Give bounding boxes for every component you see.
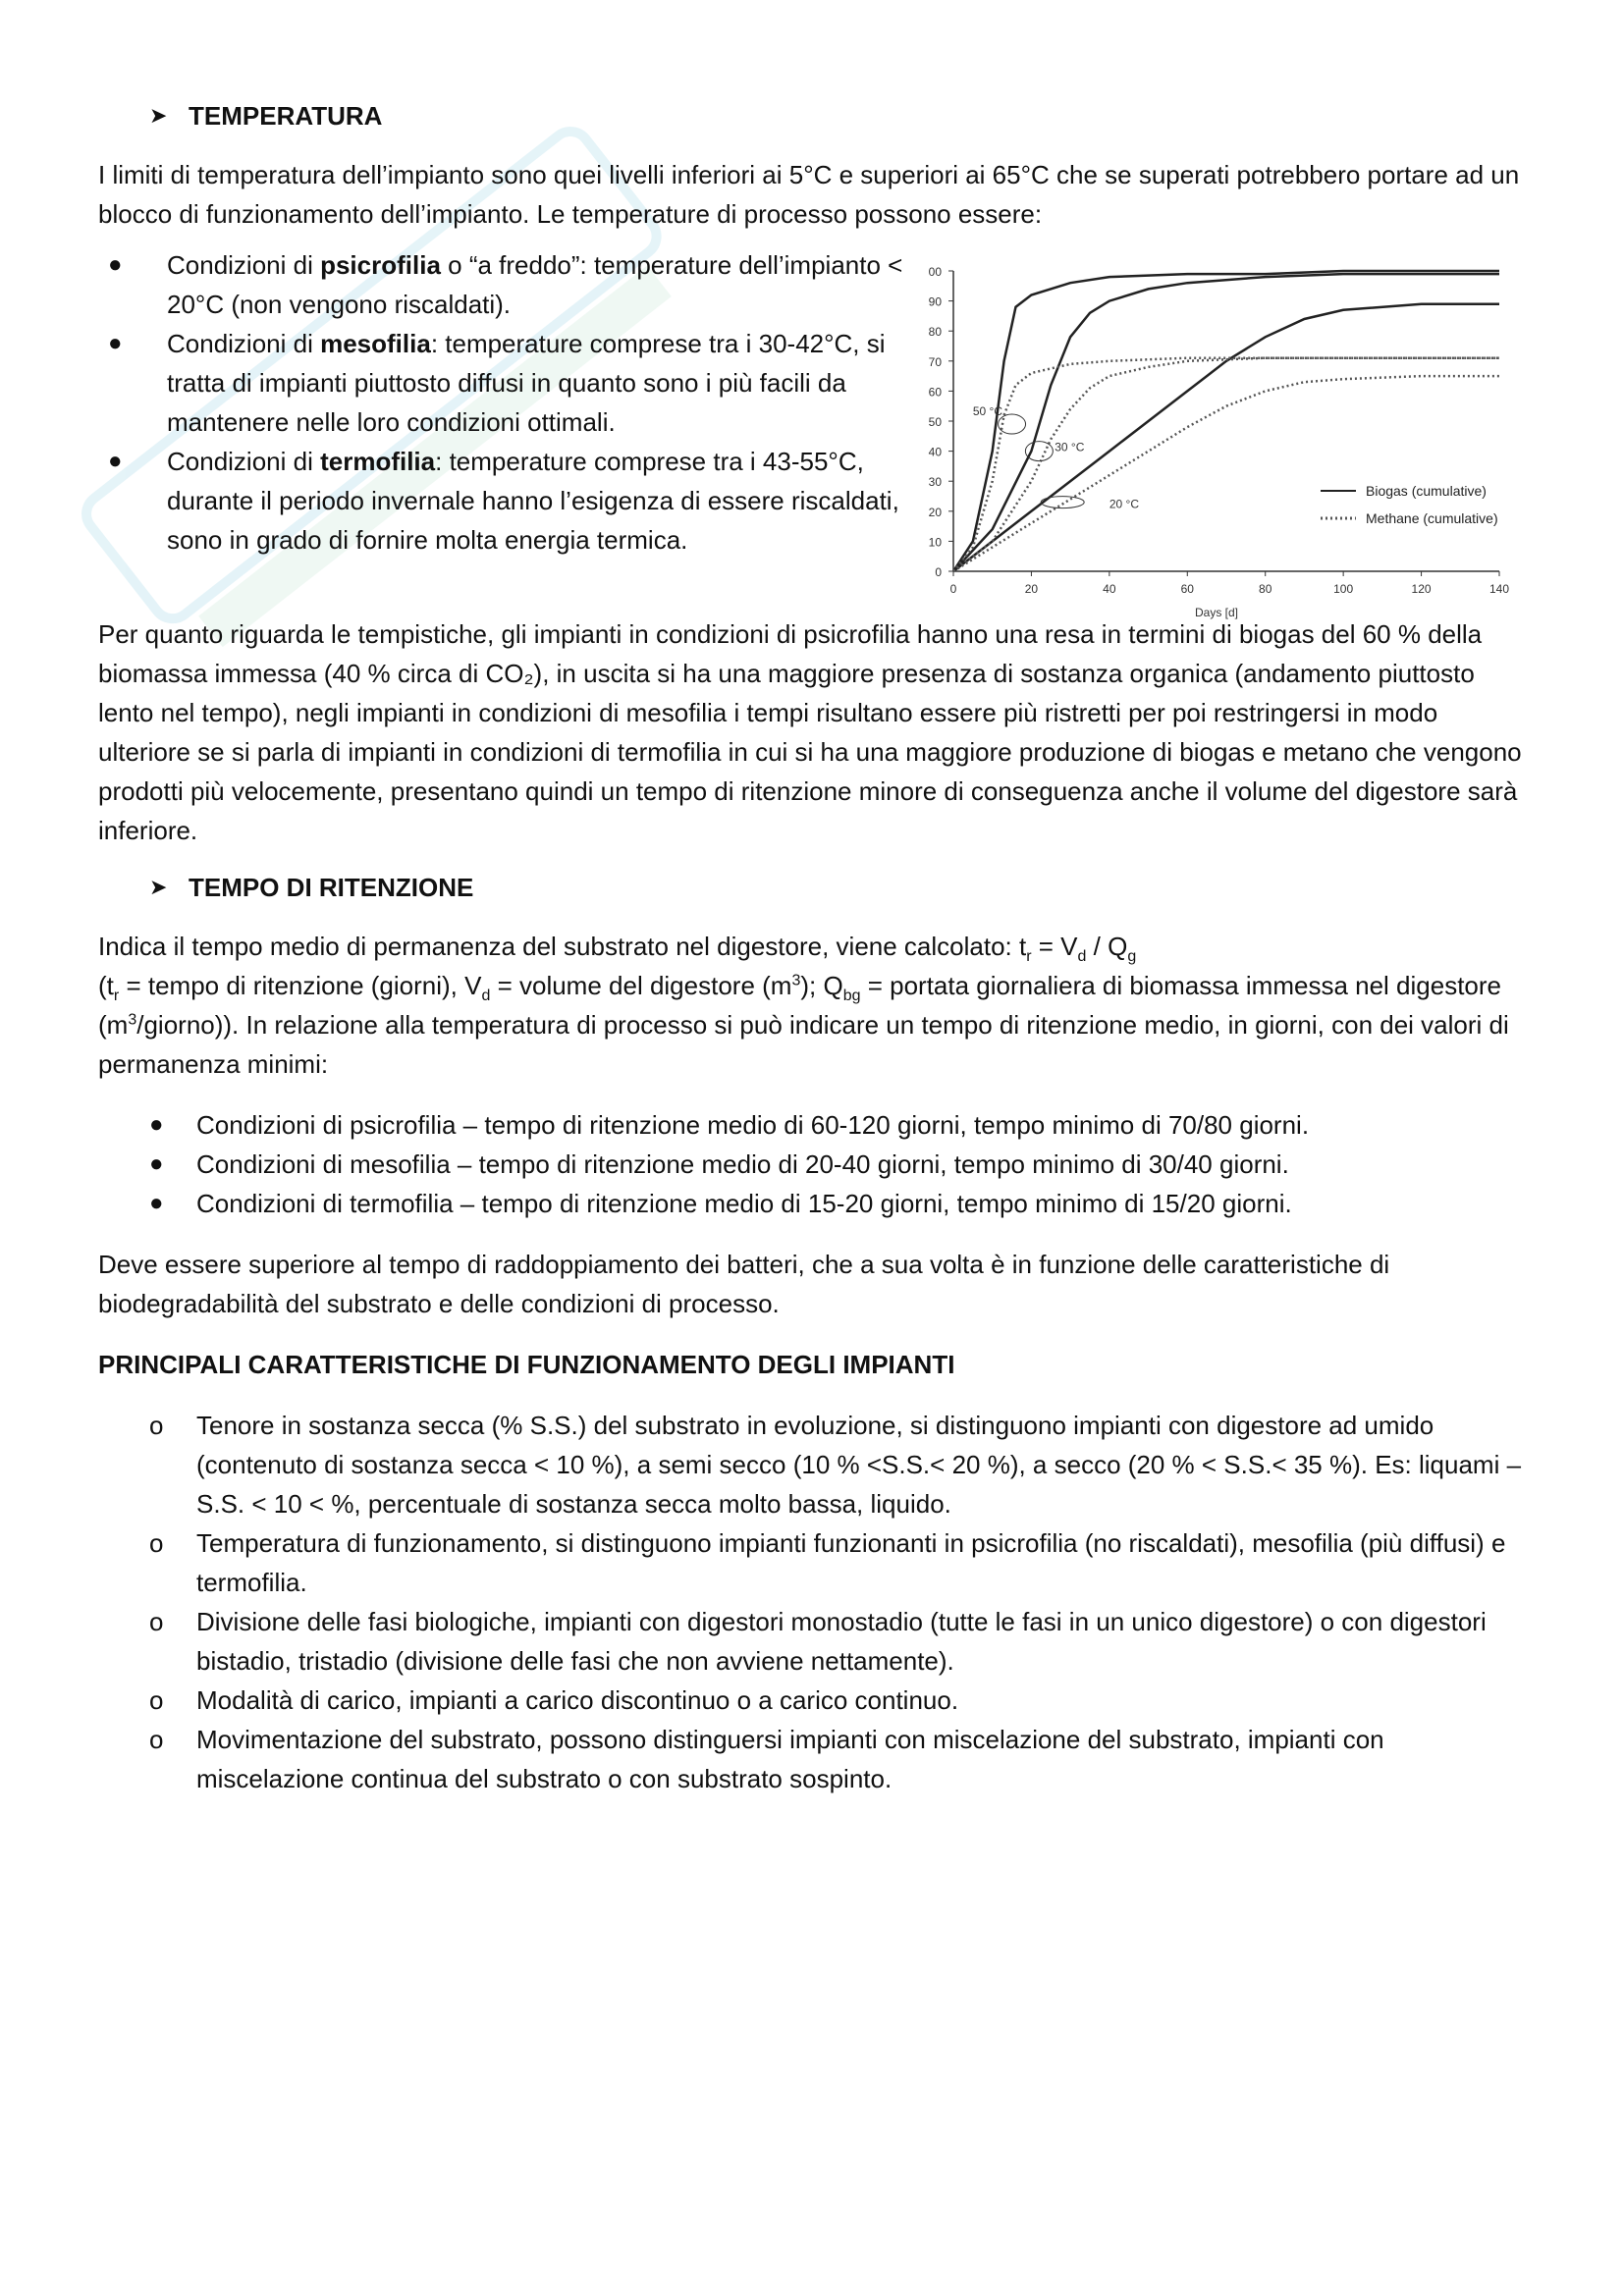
circle-bullet-icon: o [149, 1725, 164, 1754]
y-tick-label: 0 [935, 565, 942, 579]
list-item: ● Condizioni di psicrofilia o “a freddo”: temperature dell’impianto < 20°C (non vengono riscaldati). [98, 245, 903, 324]
y-tick-label: 40 [928, 445, 942, 459]
bullet-icon: ● [108, 251, 123, 278]
list-item: ● Condizioni di psicrofilia – tempo di ritenzione medio di 60-120 giorni, tempo minimo di 70/80 giorni. [98, 1105, 1528, 1145]
y-tick-label: 60 [928, 385, 942, 400]
list-item: o Tenore in sostanza secca (% S.S.) del substrato in evoluzione, si distinguono impianti con digestore ad umido (contenuto di sostanza secca < 10 %), a semi secco (10 % <S.S.< 20 %), a secco (20 % < S.S.< 35 %). Es: liquami – S.S. < 10 < %, percentuale di sostanza secca molto bassa, liquido. [98, 1406, 1528, 1523]
y-tick-label: 50 [928, 415, 942, 429]
x-axis-label: Days [d] [1194, 606, 1239, 619]
x-tick-label: 140 [1488, 582, 1510, 596]
temperatura-bullet-list [98, 245, 903, 560]
list-item: ● Condizioni di mesofilia: temperature comprese tra i 30-42°C, si tratta di impianti piuttosto diffusi in quanto sono i più facili da mantenere nelle loro condizioni ottimali. [98, 324, 903, 442]
x-tick-label: 20 [1024, 582, 1039, 596]
circle-bullet-icon: o [149, 1607, 164, 1636]
temperature-annotation: 20 °C [1109, 497, 1140, 511]
arrow-bullet-icon: ➤ [149, 875, 168, 899]
list-item: o Divisione delle fasi biologiche, impianti con digestori monostadio (tutte le fasi in un unico digestore) o con digestori bistadio, tristadio (divisione delle fasi che non avviene nettamente). [98, 1602, 1528, 1681]
list-item: o Temperatura di funzionamento, si distinguono impianti funzionanti in psicrofilia (no riscaldati), mesofilia (più diffusi) e termofilia. [98, 1523, 1528, 1602]
heading-temperatura: ➤ TEMPERATURA [98, 96, 1528, 135]
x-tick-label: 80 [1259, 582, 1272, 596]
circle-bullet-icon: o [149, 1685, 164, 1715]
y-tick-label: 00 [928, 265, 942, 279]
ritenzione-body: Deve essere superiore al tempo di raddoppiamento dei batteri, che a sua volta è in funzione delle caratteristiche di biodegradabilità del substrato e delle condizioni di processo. [98, 1250, 1390, 1318]
ritenzione-formula-paragraph: Indica il tempo medio di permanenza del substrato nel digestore, viene calcolato: $t_r = V_d / Q_g$ ($t_r$ = tempo di ritenzione (giorni), $V_d$ = volume del digestore $(m^3)$; $Q_{bg}$ = portata giornaliera di biomassa immessa nel digestore $(m^3/giorno)$). In relazione alla temperatura di processo si può indicare un tempo di ritenzione medio, in giorni, con dei valori di permanenza minimi: [98, 932, 1509, 1079]
temperature-annotation: 30 °C [1055, 440, 1085, 454]
bullet-icon: ● [149, 1150, 164, 1177]
heading-ritenzione: ➤ TEMPO DI RITENZIONE [98, 868, 1528, 907]
principali-list [98, 1406, 1528, 1798]
bullet-icon: ● [149, 1111, 164, 1138]
annotation-ellipse [1041, 497, 1084, 508]
heading-principali: PRINCIPALI CARATTERISTICHE DI FUNZIONAMENTO DEGLI IMPIANTI [98, 1350, 955, 1379]
x-tick-label: 60 [1180, 582, 1194, 596]
temperatura-intro: I limiti di temperatura dell’impianto sono quei livelli inferiori ai 5°C e superiori ai 65°C che se superati potrebbero portare ad un blocco di funzionamento dell’impianto. Le temperature di processo possono essere: [98, 160, 1520, 229]
circle-bullet-icon: o [149, 1411, 164, 1440]
series-line-methane [953, 358, 1499, 571]
list-item: o Movimentazione del substrato, possono distinguersi impianti con miscelazione del substrato, impianti con miscelazione continua del substrato o con substrato sospinto. [98, 1720, 1528, 1798]
annotation-ellipse [1025, 442, 1053, 461]
bullet-icon: ● [108, 330, 123, 356]
bullet-icon: ● [108, 448, 123, 474]
y-tick-label: 90 [928, 294, 942, 309]
temperatura-body: Per quanto riguarda le tempistiche, gli impianti in condizioni di psicrofilia hanno una resa in termini di biogas del 60 % della biomassa immessa (40 % circa di CO₂), in uscita si ha una maggiore presenza di sostanza organica (andamento piuttosto lento nel tempo), negli impianti in condizioni di mesofilia i tempi risultano essere più ristretti per poi restringersi in modo ulteriore se si parla di impianti in condizioni di termofilia in cui si ha una maggiore produzione di biogas e metano che vengono prodotti più velocemente, presentano quindi un tempo di ritenzione minore di conseguenza anche il volume del digestore sarà inferiore. [98, 619, 1522, 845]
x-tick-label: 40 [1103, 582, 1116, 596]
ritenzione-bullet-list [98, 1105, 1528, 1223]
y-tick-label: 30 [928, 475, 942, 490]
y-tick-label: 20 [928, 505, 942, 519]
list-item: o Modalità di carico, impianti a carico discontinuo o a carico continuo. [98, 1681, 1528, 1720]
series-line-methane [953, 358, 1499, 571]
list-item: ● Condizioni di mesofilia – tempo di ritenzione medio di 20-40 giorni, tempo minimo di 30/40 giorni. [98, 1145, 1528, 1184]
y-tick-label: 70 [928, 354, 942, 369]
x-tick-label: 0 [949, 582, 957, 596]
series-line-biogas [953, 271, 1499, 571]
y-tick-label: 10 [928, 535, 942, 550]
chart-svg [820, 257, 1546, 630]
legend-label-methane: Methane (cumulative) [1366, 510, 1498, 526]
x-tick-label: 100 [1333, 582, 1354, 596]
list-item: ● Condizioni di termofilia: temperature comprese tra i 43-55°C, durante il periodo invernale hanno l’esigenza di essere riscaldati, sono in grado di fornire molta energia termica. [98, 442, 903, 560]
x-tick-label: 120 [1411, 582, 1432, 596]
temperature-annotation: 50 °C [972, 403, 1003, 418]
circle-bullet-icon: o [149, 1528, 164, 1558]
y-tick-label: 80 [928, 325, 942, 340]
legend-label-biogas: Biogas (cumulative) [1366, 483, 1487, 499]
bullet-icon: ● [149, 1190, 164, 1216]
list-item: ● Condizioni di termofilia – tempo di ritenzione medio di 15-20 giorni, tempo minimo di 15/20 giorni. [98, 1184, 1528, 1223]
series-line-biogas [953, 274, 1499, 571]
arrow-bullet-icon: ➤ [149, 103, 168, 128]
biogas-chart [820, 257, 1546, 630]
